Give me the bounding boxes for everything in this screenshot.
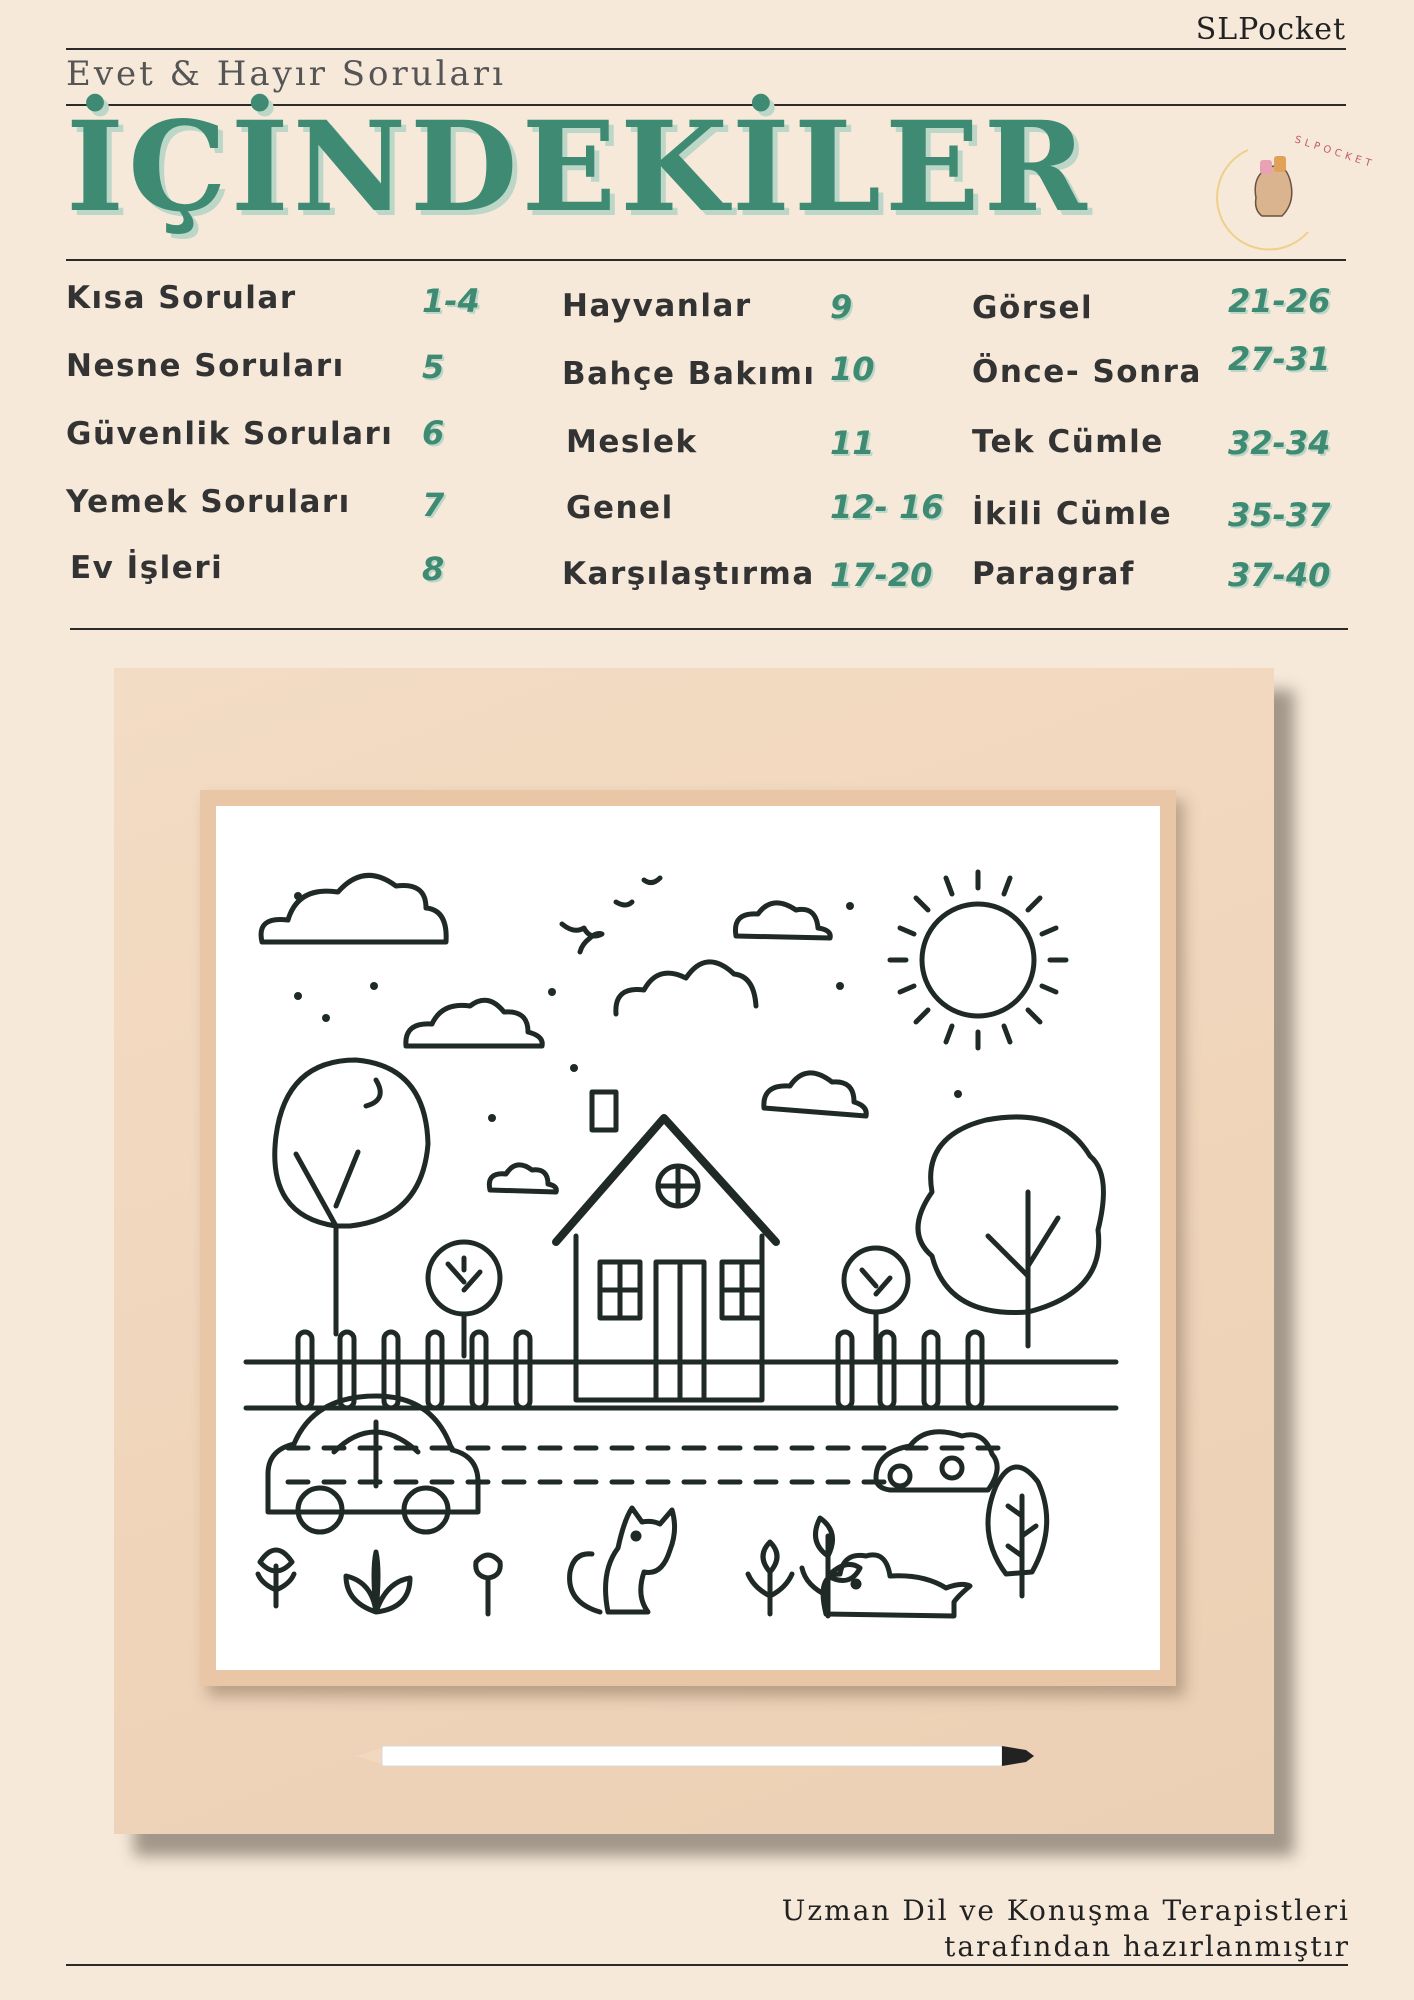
toc-divider (70, 628, 1348, 630)
toc-label: Ev İşleri (70, 550, 224, 586)
toc-page-number: 37-40 (1228, 556, 1331, 594)
page-title: İÇİNDEKİLER (66, 95, 1091, 240)
toc-page-number: 11 (830, 424, 875, 462)
toc-label: Bahçe Bakımı (562, 356, 816, 392)
toc-label: Genel (566, 490, 674, 526)
toc-page-number: 17-20 (830, 556, 933, 594)
slpocket-logo (1208, 120, 1377, 250)
tree-icon (275, 1060, 1104, 1358)
toc-page-number: 5 (422, 348, 445, 386)
brand-name: SLPocket (1195, 12, 1346, 47)
toc-label: Meslek (566, 424, 698, 460)
toc-label: Görsel (972, 290, 1094, 326)
toc-label: Tek Cümle (972, 424, 1164, 460)
toc-label: Güvenlik Soruları (66, 416, 394, 452)
toc-label: Paragraf (972, 556, 1135, 592)
toc-page-number: 21-26 (1228, 282, 1331, 320)
toc-page-number: 12- 16 (830, 488, 944, 526)
cat-icon (570, 1508, 675, 1612)
toc-page-number: 1-4 (422, 282, 480, 320)
car-icon (876, 1432, 997, 1490)
toc-label: Kısa Sorular (66, 280, 297, 316)
toc-page-number: 9 (830, 288, 853, 326)
toc-page-number: 32-34 (1228, 424, 1331, 462)
car-icon (268, 1396, 478, 1532)
toc-label: Karşılaştırma (562, 556, 815, 592)
toc-page-number: 27-31 (1228, 340, 1331, 378)
document-subtitle: Evet & Hayır Soruları (66, 54, 506, 94)
bottom-divider (66, 1964, 1348, 1966)
toc-page-number: 7 (422, 486, 445, 524)
house-icon (556, 1092, 776, 1400)
house-drawing-icon (216, 806, 1160, 1670)
toc-label: İkili Cümle (972, 496, 1173, 532)
toc-page-number: 35-37 (1228, 496, 1331, 534)
toc-label: Yemek Soruları (66, 484, 351, 520)
toc-page-number: 8 (422, 550, 445, 588)
credit-line-2: tarafından hazırlanmıştır (944, 1930, 1350, 1963)
toc-label: Önce- Sonra (972, 354, 1202, 390)
pencil-icon (356, 1740, 1034, 1772)
toc-label: Nesne Soruları (66, 348, 345, 384)
sun-icon (890, 872, 1066, 1048)
title-divider (66, 259, 1346, 261)
credit-line-1: Uzman Dil ve Konuşma Terapistleri (781, 1894, 1350, 1927)
toc-label: Hayvanlar (562, 288, 752, 324)
svg-text:SLPOCKET: SLPOCKET (1293, 134, 1377, 171)
top-divider (66, 48, 1346, 50)
toc-page-number: 6 (422, 414, 445, 452)
toc-page-number: 10 (830, 350, 875, 388)
